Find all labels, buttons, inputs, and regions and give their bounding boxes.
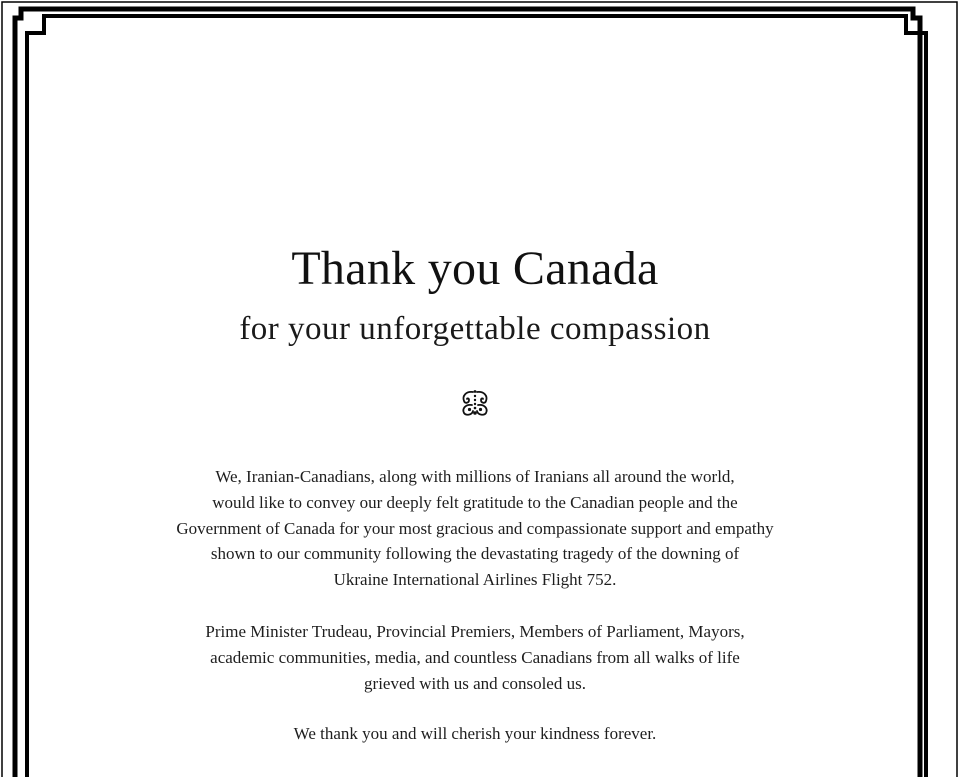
paragraph-line: Ukraine International Airlines Flight 752. — [333, 570, 617, 590]
acknowledgement-paragraph — [100, 619, 850, 696]
page-title: Thank you Canada — [291, 242, 659, 295]
paragraph-line: We thank you and will cherish your kindness forever. — [293, 724, 657, 743]
paragraph-line: We, Iranian-Canadians, along with millions of Iranians all around the world, — [215, 467, 735, 486]
paragraph-line: Prime Minister Trudeau, Provincial Premiers, Members of Parliament, Mayors, — [205, 622, 745, 641]
paragraph-line: Government of Canada for your most gracious and compassionate support and empathy — [176, 518, 774, 538]
floral-fleuron-icon — [460, 388, 490, 418]
paragraph-line: shown to our community following the devastating tragedy of the downing of — [210, 544, 740, 564]
gratitude-paragraph — [100, 464, 850, 593]
page-subtitle: for your unforgettable compassion — [239, 311, 711, 347]
closing-paragraph — [100, 721, 850, 747]
paragraph-line: would like to convey our deeply felt gratitude to the Canadian people and the — [212, 492, 738, 512]
paragraph-line: academic communities, media, and countless Canadians from all walks of life — [210, 647, 740, 667]
paragraph-line: grieved with us and consoled us. — [364, 673, 586, 693]
